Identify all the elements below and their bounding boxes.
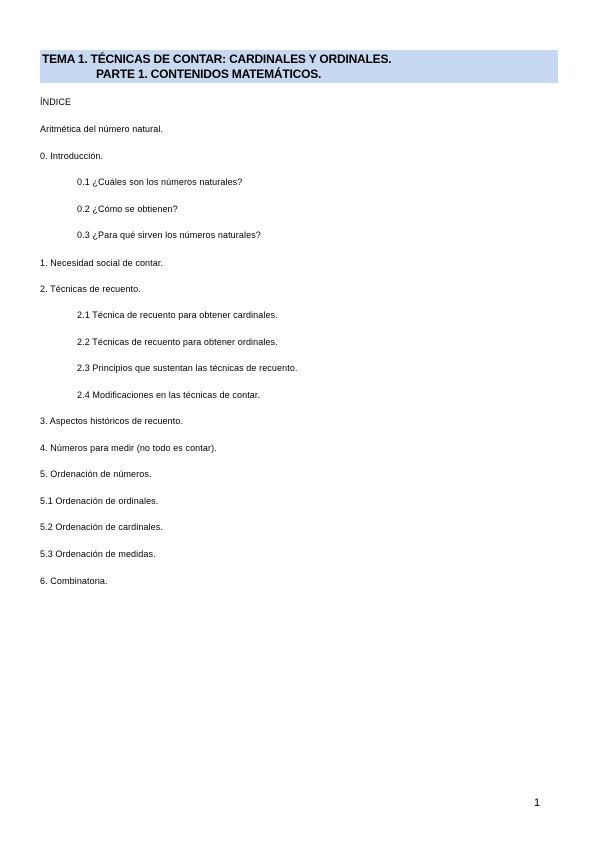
toc-entry-2: 2. Técnicas de recuento. [40, 284, 141, 294]
document-subtitle: PARTE 1. CONTENIDOS MATEMÁTICOS. [96, 67, 322, 81]
toc-entry-0-3: 0.3 ¿Para qué sirven los números naturales? [77, 230, 261, 240]
toc-entry-5-3: 5.3 Ordenación de medidas. [40, 549, 156, 559]
toc-entry-3: 3. Aspectos históricos de recuento. [40, 416, 184, 426]
toc-entry-2-4: 2.4 Modificaciones en las técnicas de contar. [77, 390, 261, 400]
toc-entry-5-2: 5.2 Ordenación de cardinales. [40, 522, 163, 532]
toc-entry-0-1: 0.1 ¿Cuáles son los números naturales? [77, 177, 243, 187]
title-banner [40, 50, 558, 83]
toc-entry-5-1: 5.1 Ordenación de ordinales. [40, 496, 159, 506]
document-title: TEMA 1. TÉCNICAS DE CONTAR: CARDINALES Y ORDINALES. [42, 52, 392, 66]
toc-entry-2-1: 2.1 Técnica de recuento para obtener cardinales. [77, 310, 278, 320]
toc-entry-2-2: 2.2 Técnicas de recuento para obtener ordinales. [77, 337, 278, 347]
toc-entry-2-3: 2.3 Principios que sustentan las técnicas de recuento. [77, 363, 298, 373]
section-heading: Aritmética del número natural. [40, 124, 164, 134]
toc-entry-4: 4. Números para medir (no todo es contar). [40, 443, 217, 453]
toc-entry-0: 0. Introducción. [40, 151, 104, 161]
toc-entry-0-2: 0.2 ¿Cómo se obtienen? [77, 204, 178, 214]
toc-entry-5: 5. Ordenación de números. [40, 469, 152, 479]
toc-entry-6: 6. Combinatoria. [40, 576, 108, 586]
index-heading: ÍNDICE [40, 97, 72, 107]
toc-entry-1: 1. Necesidad social de contar. [40, 258, 164, 268]
page-number: 1 [534, 797, 541, 809]
